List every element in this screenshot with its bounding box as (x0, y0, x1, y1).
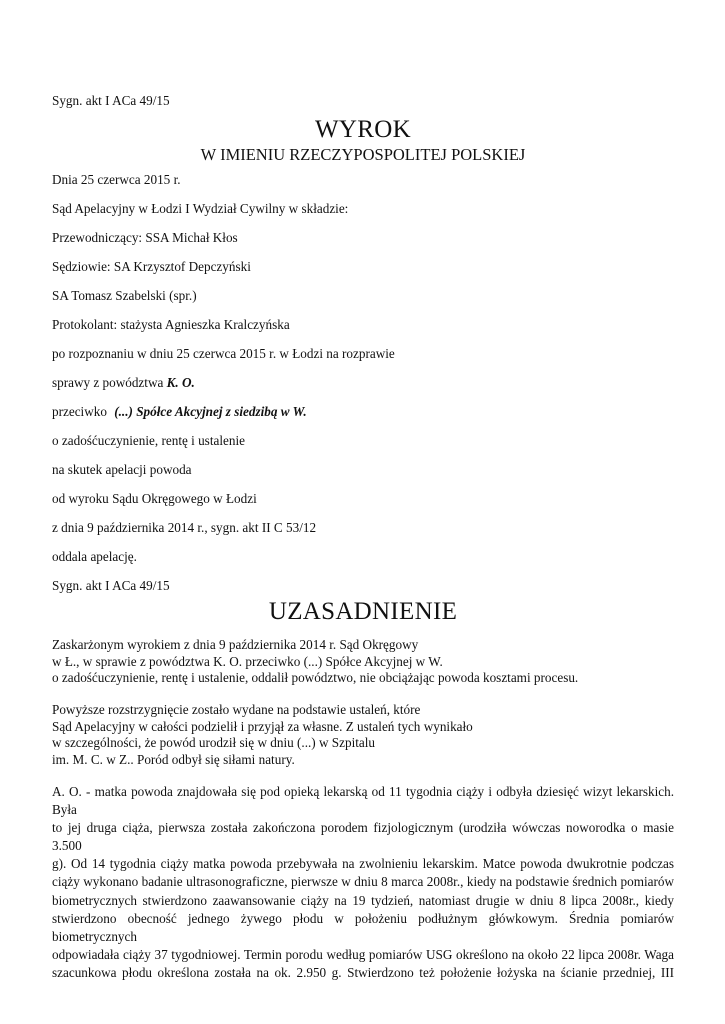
paragraph-line: to jej druga ciąża, pierwsza została zakończona porodem fizjologicznym (urodziła wówczas noworodka o masie 3.500 (52, 820, 674, 854)
case-prefix: sprawy z powództwa (52, 375, 167, 390)
case-reference-justification: Sygn. akt I ACa 49/15 (52, 578, 170, 593)
lower-court-judgment: od wyroku Sądu Okręgowego w Łodzi (52, 491, 257, 506)
judges: Sędziowie: SA Krzysztof Depczyński (52, 259, 251, 274)
verdict-subtitle: W IMIENIU RZECZYPOSPOLITEJ POLSKIEJ (200, 145, 526, 164)
verdict-date: Dnia 25 czerwca 2015 r. (52, 172, 181, 187)
case-subject: o zadośćuczynienie, rentę i ustalenie (52, 433, 245, 448)
case-plaintiff-line (52, 375, 195, 391)
case-defendant-line (52, 404, 307, 420)
justification-title: UZASADNIENIE (268, 598, 458, 625)
paragraph-line: Sąd Apelacyjny w całości podzielił i przyjął za własne. Z ustaleń tych wynikało (52, 718, 473, 734)
presiding-judge: Przewodniczący: SSA Michał Kłos (52, 230, 238, 245)
judge-rapporteur: SA Tomasz Szabelski (spr.) (52, 288, 197, 303)
paragraph-line: stwierdzono obecność jednego żywego płodu w położeniu podłużnym główkowym. Średnia pomiarów biometrycznych (52, 910, 674, 944)
defendant-name: (...) Spółce Akcyjnej z siedzibą w W. (114, 404, 307, 419)
plaintiff-name: K. O. (166, 375, 195, 390)
paragraph-line: odpowiadała ciąży 37 tygodniowej. Termin porodu według pomiarów USG określono na około 22 lipca 2008r. Waga (52, 946, 674, 962)
verdict-title: WYROK (315, 116, 411, 143)
paragraph-line: Powyższe rozstrzygnięcie zostało wydane na podstawie ustaleń, które (52, 702, 421, 717)
paragraph-line: w Ł., w sprawie z powództwa K. O. przeciwko (...) Spółce Akcyjnej w W. (52, 653, 443, 669)
paragraph-line: ciąży wykonano badanie ultrasonograficzne, pierwsze w dniu 8 marca 2008r., kiedy na podstawie średnich pomiarów (52, 874, 674, 890)
paragraph-line: g). Od 14 tygodnia ciąży matka powoda przebywała na zwolnieniu lekarskim. Matce powoda dwukrotnie podczas (52, 856, 674, 872)
justification-paragraph-2 (52, 702, 473, 768)
appeal-info: na skutek apelacji powoda (52, 462, 192, 477)
paragraph-line: biometrycznych stwierdzono zaawansowanie ciąży na 19 tydzień, natomiast drugie w dniu 8 lipca 2008r., kiedy (52, 892, 674, 908)
paragraph-line: im. M. C. w Z.. Poród odbył się siłami natury. (52, 751, 295, 767)
lower-judgment-date: z dnia 9 października 2014 r., sygn. akt II C 53/12 (52, 520, 317, 535)
paragraph-line: w szczególności, że powód urodził się w dniu (...) w Szpitalu (52, 735, 376, 750)
paragraph-line: A. O. - matka powoda znajdowała się pod opieką lekarską od 11 tygodnia ciąży i odbyła dziesięć wizyt lekarskich. Była (52, 784, 674, 818)
case-reference-top: Sygn. akt I ACa 49/15 (52, 93, 170, 108)
against-prefix: przeciwko (52, 404, 111, 419)
paragraph-line: szacunkowa płodu określona została na ok. 2.950 g. Stwierdzono też położenie łożyska na ścianie przedniej, III (52, 964, 674, 980)
justification-paragraph-3 (52, 783, 674, 982)
paragraph-line: o zadośćuczynienie, rentę i ustalenie, oddalił powództwo, nie obciążając powoda kosztami procesu. (52, 670, 579, 685)
court-clerk: Protokolant: stażysta Agnieszka Kralczyńska (52, 317, 290, 332)
hearing-info: po rozpoznaniu w dniu 25 czerwca 2015 r. w Łodzi na rozprawie (52, 346, 395, 361)
court-composition: Sąd Apelacyjny w Łodzi I Wydział Cywilny w składzie: (52, 201, 349, 216)
justification-paragraph-1 (52, 637, 578, 687)
paragraph-line: Zaskarżonym wyrokiem z dnia 9 października 2014 r. Sąd Okręgowy (52, 637, 419, 652)
verdict-decision: oddala apelację. (52, 549, 137, 564)
